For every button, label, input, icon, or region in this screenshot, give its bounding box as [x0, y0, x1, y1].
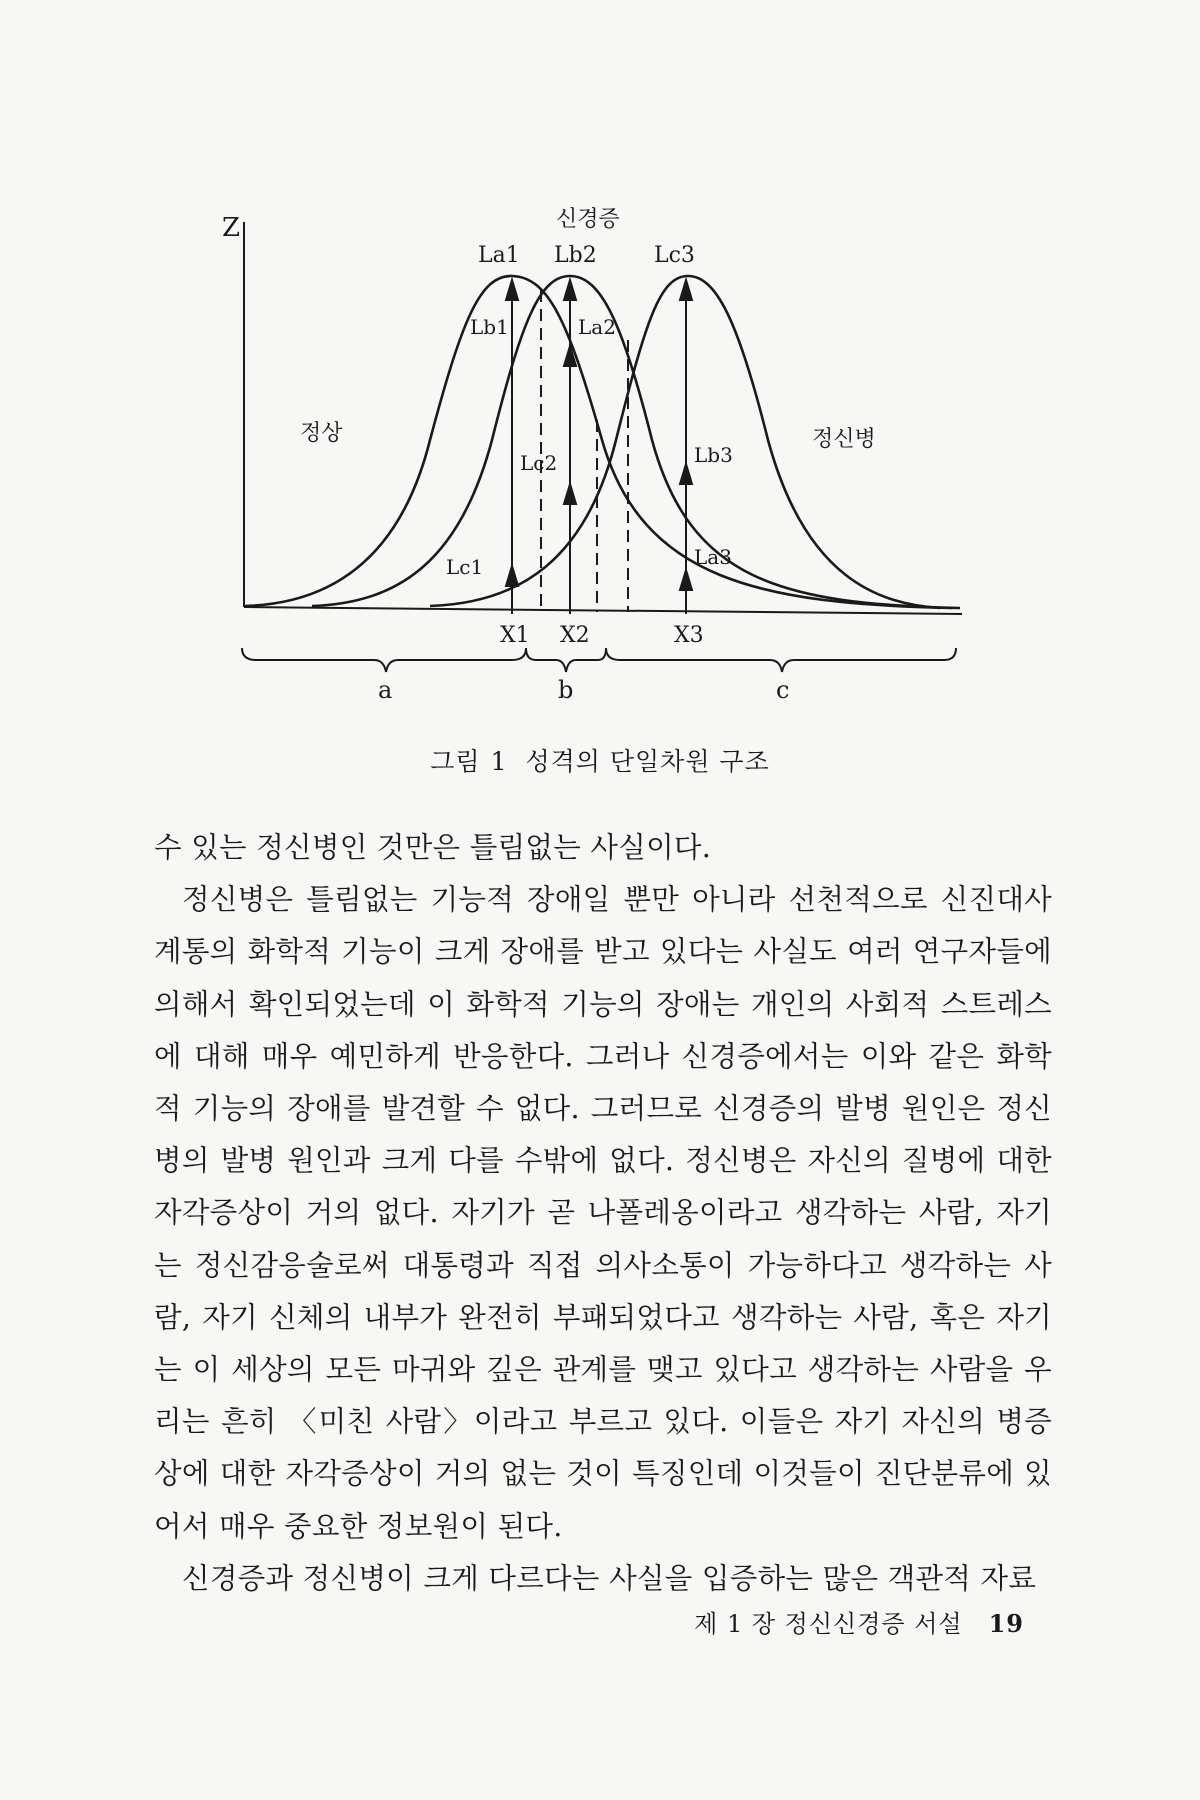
x-axis	[244, 607, 962, 614]
label-normal: 정상	[300, 421, 343, 446]
label-X1: X1	[500, 623, 530, 648]
personality-diagram	[0, 0, 1200, 720]
brace-label-c: c	[776, 676, 790, 704]
label-X3: X3	[674, 623, 704, 648]
caption-prefix: 그림	[430, 747, 481, 776]
label-Lc2: Lc2	[520, 451, 558, 475]
brace-c	[606, 648, 956, 672]
caption-title: 성격의 단일차원 구조	[525, 747, 770, 776]
z-axis-label: Z	[222, 213, 241, 243]
paragraph-3: 신경증과 정신병이 크게 다르다는 사실을 입증하는 많은 객관적 자료	[182, 1561, 1037, 1595]
diagram-svg	[0, 0, 1200, 720]
figure-caption	[0, 742, 1200, 778]
label-psychosis: 정신병	[812, 427, 876, 452]
label-Lb1: Lb1	[470, 315, 509, 339]
body-text	[154, 822, 1052, 1605]
brace-a	[242, 648, 526, 672]
label-La1: La1	[478, 243, 520, 268]
brace-b	[526, 648, 606, 672]
page-number: 19	[988, 1609, 1024, 1638]
caption-number: 1	[490, 747, 508, 776]
label-Lc1: Lc1	[446, 555, 484, 579]
label-Lb2: Lb2	[554, 243, 597, 268]
label-X2: X2	[560, 623, 590, 648]
chapter-title: 제 1 장 정신신경증 서설	[694, 1610, 963, 1638]
paragraph-1: 수 있는 정신병인 것만은 틀림없는 사실이다.	[154, 831, 712, 864]
label-Lb3: Lb3	[694, 443, 733, 467]
paragraph-2: 정신병은 틀림없는 기능적 장애일 뿐만 아니라 선천적으로 신진대사계통의 화학적 기능이 크게 장애를 받고 있다는 사실도 여러 연구자들에 의해서 확인되었는데 이 화학적 기능의 장애는 개인의 사회적 스트레스에 대해 매우 예민하게 반응한다. 그러나 신경증에서는 이와 같은 화학적 기능의 장애를 발견할 수 없다. 그러므로 신경증의 발병 원인은 정신병의 발병 원인과 크게 다를 수밖에 없다. 정신병은 자신의 질병에 대한 자각증상이 거의 없다. 자기가 곧 나폴레옹이라고 생각하는 사람, 자기는 정신감응술로써 대통령과 직접 의사소통이 가능하다고 생각하는 사람, 자기 신체의 내부가 완전히 부패되었다고 생각하는 사람, 혹은 자기는 이 세상의 모든 마귀와 깊은 관계를 맺고 있다고 생각하는 사람을 우리는 흔히 〈미친 사람〉이라고 부르고 있다. 이들은 자기 자신의 병증상에 대한 자각증상이 거의 없는 것이 특징인데 이것들이 진단분류에 있어서 매우 중요한 정보원이 된다.	[154, 883, 1052, 1543]
label-Lc3: Lc3	[654, 243, 695, 268]
label-La3: La3	[694, 545, 732, 569]
label-La2: La2	[578, 315, 616, 339]
brace-label-a: a	[378, 676, 393, 704]
arrow-x3	[680, 280, 692, 614]
top-label: 신경증	[556, 207, 620, 232]
brace-label-b: b	[558, 676, 574, 704]
page-footer	[694, 1604, 1024, 1639]
